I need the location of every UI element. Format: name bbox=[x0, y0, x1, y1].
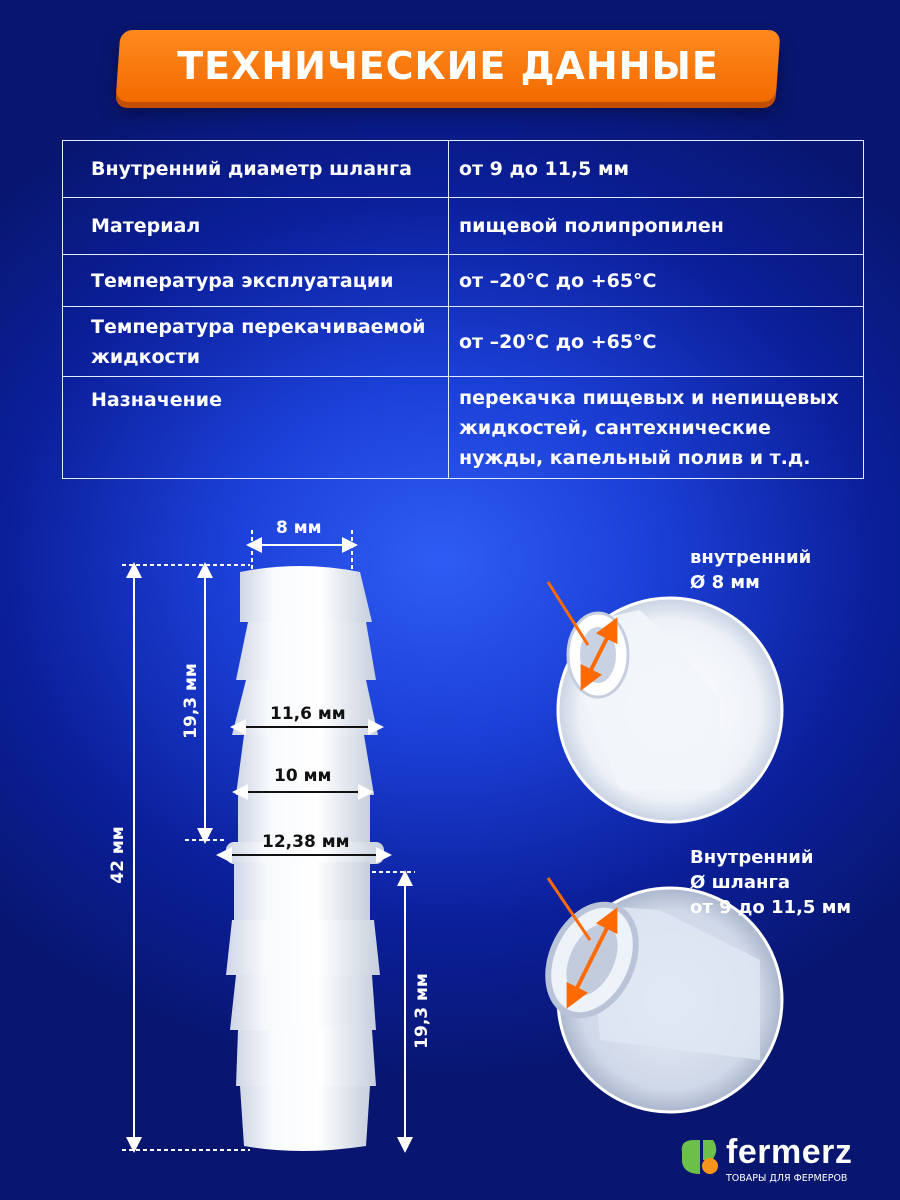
spec-label: Температура перекачиваемой жидкости bbox=[63, 307, 449, 377]
dim-barb-diameter: 11,6 мм bbox=[270, 704, 346, 724]
dim-upper-length: 19,3 мм bbox=[181, 663, 201, 739]
spec-value: от –20°C до +65°C bbox=[449, 255, 864, 307]
dim-top-width: 8 мм bbox=[276, 518, 322, 538]
callout-hose bbox=[690, 845, 851, 920]
callout-hose-line1: Внутренний bbox=[690, 847, 814, 868]
dim-collar-diameter: 12,38 мм bbox=[262, 832, 350, 852]
callout-inner bbox=[690, 545, 811, 595]
page-title: ТЕХНИЧЕСКИЕ ДАННЫЕ bbox=[177, 44, 719, 88]
dim-lower-length: 19,3 мм bbox=[412, 973, 432, 1049]
callout-hose-line2: Ø шланга bbox=[690, 872, 791, 893]
spec-value: от –20°C до +65°C bbox=[449, 307, 864, 377]
inner-diameter-closeup bbox=[548, 582, 782, 822]
spec-value: перекачка пищевых и непищевых жидкостей, сантехнические нужды, капельный полив и т.д. bbox=[449, 377, 864, 479]
brand-logo-icon bbox=[682, 1140, 718, 1174]
spec-value: пищевой полипропилен bbox=[449, 198, 864, 255]
dim-total-length: 42 мм bbox=[108, 826, 128, 884]
brand-tagline: ТОВАРЫ ДЛЯ ФЕРМЕРОВ bbox=[726, 1173, 848, 1184]
brand-name: fermerz bbox=[726, 1133, 853, 1171]
dim-body-diameter: 10 мм bbox=[274, 766, 332, 786]
connector-body bbox=[226, 566, 384, 1151]
spec-label: Назначение bbox=[63, 377, 449, 479]
spec-label: Температура эксплуатации bbox=[63, 255, 449, 307]
spec-label: Внутренний диаметр шланга bbox=[63, 141, 449, 198]
callout-inner-line1: внутренний bbox=[690, 547, 812, 568]
callout-inner-line2: Ø 8 мм bbox=[690, 572, 760, 593]
callout-hose-line3: от 9 до 11,5 мм bbox=[690, 897, 852, 918]
spec-value: от 9 до 11,5 мм bbox=[449, 141, 864, 198]
spec-label: Материал bbox=[63, 198, 449, 255]
